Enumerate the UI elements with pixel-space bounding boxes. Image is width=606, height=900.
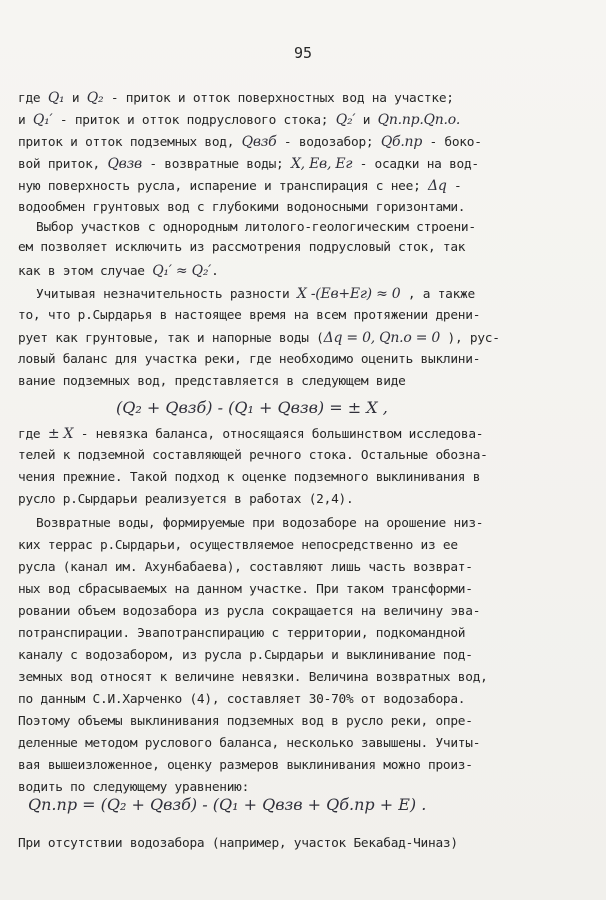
text-line — [18, 156, 588, 173]
text-fragment: ловый баланс для участка реки, где необходимо оценить выклини- — [18, 352, 481, 367]
text-line — [18, 582, 588, 598]
text-fragment: как в этом случае — [18, 264, 153, 279]
text-fragment: где — [18, 427, 48, 442]
text-fragment: - — [446, 179, 462, 194]
text-fragment: ных вод сбрасываемых на данном участке. При таком трансформи- — [18, 582, 473, 597]
text-fragment: и — [18, 113, 33, 128]
text-line — [18, 836, 588, 852]
formula-symbol: Q₂ — [86, 90, 104, 106]
text-line — [18, 714, 588, 730]
text-fragment: деленные методом руслового баланса, несколько завышены. Учиты- — [18, 736, 481, 751]
text-line — [18, 134, 588, 151]
text-fragment: и — [64, 91, 87, 106]
text-fragment: приток и отток подземных вод, — [18, 135, 242, 150]
text-line — [18, 470, 588, 486]
text-line — [18, 263, 588, 280]
text-fragment: При отсутствии водозабора (например, участок Бекабад-Чиназ) — [18, 836, 458, 851]
formula-symbol: Δq = 0, Qп.о = 0 — [323, 330, 441, 346]
text-fragment: и — [355, 113, 378, 128]
text-line — [18, 492, 588, 508]
text-line — [18, 112, 588, 129]
formula-symbol: Qп.пр. — [377, 112, 424, 128]
text-line — [36, 286, 588, 303]
text-line — [18, 648, 588, 664]
text-fragment: ем позволяет исключить из рассмотрения подрусловый сток, так — [18, 240, 466, 255]
text-fragment: потранспирации. Эвапотранспирацию с территории, подкомандной — [18, 626, 466, 641]
text-fragment: вой приток, — [18, 157, 108, 172]
formula-symbol: Q₁′ — [32, 112, 53, 128]
text-line — [18, 330, 588, 347]
formula-symbol: Q₁ — [47, 90, 65, 106]
text-fragment: Поэтому объемы выклинивания подземных вод в русло реки, опре- — [18, 714, 473, 729]
text-line — [18, 626, 588, 642]
text-fragment: - водозабор; — [276, 135, 381, 150]
text-fragment: то, что р.Сырдарья в настоящее время на всем протяжении дрени- — [18, 308, 481, 323]
text-line — [18, 670, 588, 686]
formula-symbol: Q₁′ ≈ Q₂′ — [152, 263, 212, 279]
formula-symbol: Qб.пр — [380, 134, 423, 150]
text-line — [36, 516, 588, 532]
formula-symbol: Qвзв — [107, 156, 142, 172]
formula-symbol: Qвзб — [241, 134, 277, 150]
text-fragment: где — [18, 91, 48, 106]
text-fragment: водить по следующему уравнению: — [18, 780, 250, 795]
formula-symbol: X -(Eв+Eг) ≈ 0 — [296, 286, 401, 302]
text-line — [18, 758, 588, 774]
text-fragment: ную поверхность русла, испарение и транспирация с нее; — [18, 179, 428, 194]
text-fragment: рует как грунтовые, так и напорные воды ( — [18, 331, 324, 346]
text-fragment: по данным С.И.Харченко (4), составляет 30-70% от водозабора. — [18, 692, 466, 707]
text-fragment: - приток и отток подруслового стока; — [52, 113, 336, 128]
text-line — [18, 374, 588, 390]
text-fragment: - осадки на вод- — [352, 157, 479, 172]
text-fragment: - возвратные воды; — [141, 157, 291, 172]
text-fragment: чения прежние. Такой подход к оценке подземного выклинивания в — [18, 470, 481, 485]
text-fragment: , а также — [400, 287, 475, 302]
text-line — [18, 178, 588, 195]
text-line — [18, 90, 588, 107]
formula-symbol: X, Eв, Eг — [290, 156, 353, 172]
balance-equation: (Q₂ + Qвзб) - (Q₁ + Qвзв) = ± X , — [116, 398, 388, 417]
text-fragment: - невязка баланса, относящаяся большинством исследова- — [73, 427, 484, 442]
text-line — [18, 352, 588, 368]
text-fragment: ), рус- — [440, 331, 500, 346]
text-fragment: вание подземных вод, представляется в следующем виде — [18, 374, 406, 389]
text-fragment: вая вышеизложенное, оценку размеров выклинивания можно произ- — [18, 758, 473, 773]
text-fragment: Выбор участков с однородным литолого-геологическим строени- — [36, 220, 476, 235]
text-line — [18, 780, 588, 796]
text-fragment: водообмен грунтовых вод с глубокими водоносными горизонтами. — [18, 200, 466, 215]
text-line — [18, 426, 588, 443]
formula-symbol: ± X — [47, 426, 74, 442]
text-line — [18, 240, 588, 256]
text-fragment: Учитывая незначительность разности — [36, 287, 297, 302]
text-line — [18, 736, 588, 752]
text-fragment: - боко- — [422, 135, 482, 150]
text-fragment: Возвратные воды, формируемые при водозаборе на орошение низ- — [36, 516, 484, 531]
text-fragment: ких террас р.Сырдарьи, осуществляемое непосредственно из ее — [18, 538, 458, 553]
text-line — [18, 560, 588, 576]
text-fragment: телей к подземной составляющей речного стока. Остальные обозна- — [18, 448, 488, 463]
text-fragment: - приток и отток поверхностных вод на участке; — [103, 91, 454, 106]
text-fragment: земных вод относят к величине невязки. Величина возвратных вод, — [18, 670, 488, 685]
page-number: 95 — [293, 44, 313, 62]
text-line — [36, 220, 588, 236]
text-line — [18, 604, 588, 620]
discharge-equation: Qп.пр = (Q₂ + Qвзб) - (Q₁ + Qвзв + Qб.пр + E) . — [28, 795, 427, 814]
text-fragment: русла (канал им. Ахунбабаева), составляют лишь часть возврат- — [18, 560, 473, 575]
text-line — [18, 308, 588, 324]
text-line — [18, 448, 588, 464]
text-line — [18, 692, 588, 708]
text-fragment: каналу с водозабором, из русла р.Сырдарьи и выклинивание под- — [18, 648, 473, 663]
text-line — [18, 538, 588, 554]
text-line — [18, 200, 588, 216]
text-fragment: ровании объем водозабора из русла сокращается на величину эва- — [18, 604, 481, 619]
formula-symbol: Qп.о. — [423, 112, 461, 128]
formula-symbol: Q₂′ — [335, 112, 356, 128]
text-fragment: русло р.Сырдарьи реализуется в работах (2,4). — [18, 492, 354, 507]
formula-symbol: Δq — [428, 178, 447, 194]
text-fragment: . — [211, 264, 219, 279]
